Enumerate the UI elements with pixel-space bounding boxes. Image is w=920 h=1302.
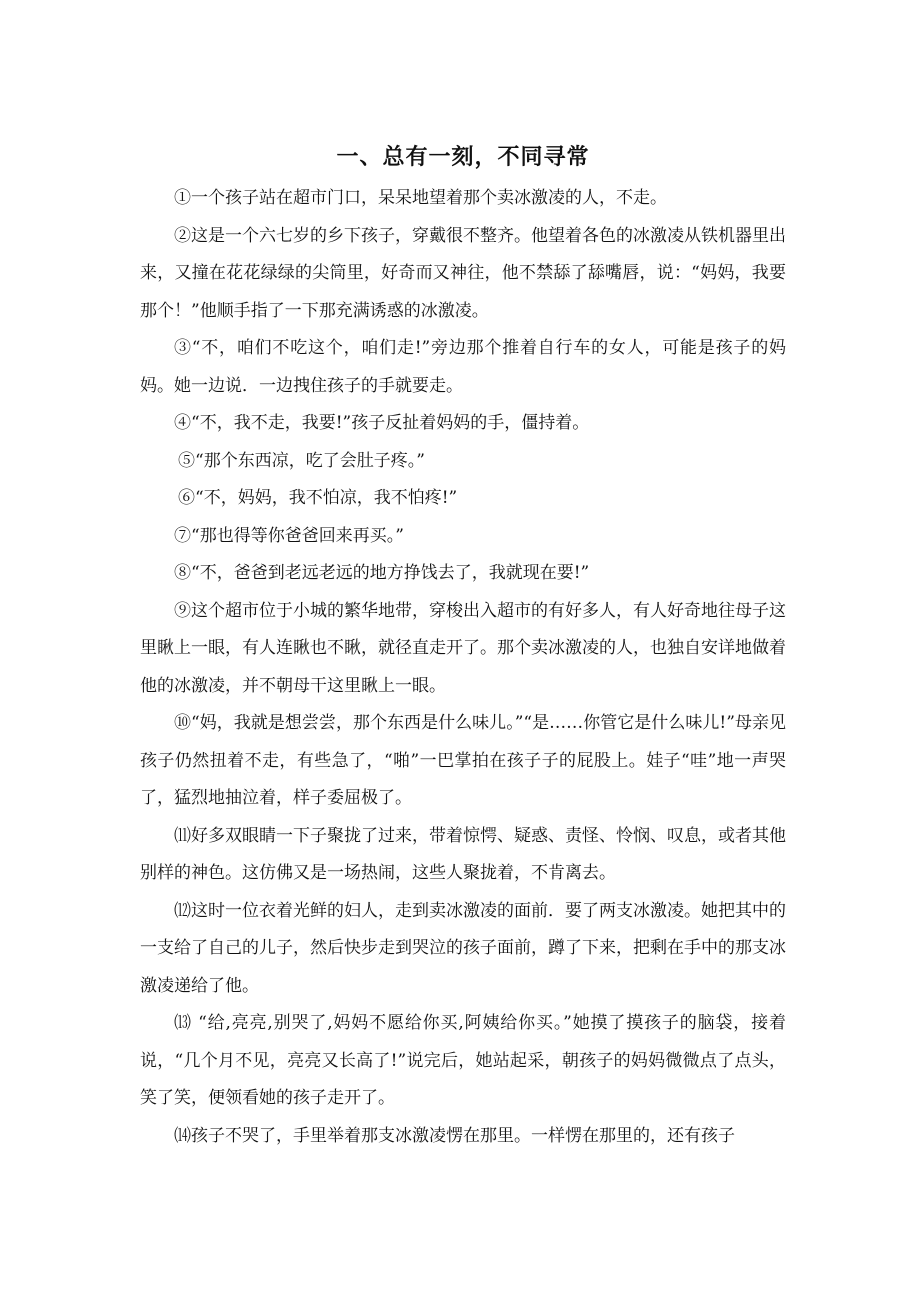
paragraph-13: ⒀ “给,亮亮,别哭了,妈妈不愿给你买,阿姨给你买。”她摸了摸孩子的脑袋，接着说，“几个月不见，亮亮又长高了!”说完后，她站起采，朝孩子的妈妈微微点了点头，笑了笑，便领看她的孩子走开了。 (140, 1013, 786, 1108)
paragraph-1: ①一个孩子站在超市门口，呆呆地望着那个卖冰激凌的人，不走。 (174, 188, 667, 208)
paragraph-14: ⒁孩子不哭了，手里举着那支冰激凌愣在那里。一样愣在那里的，还有孩子 (174, 1125, 735, 1146)
document-page (140, 140, 786, 1155)
paragraph-2: ②这是一个六七岁的乡下孩子，穿戴很不整齐。他望着各色的冰激凌从铁机器里出来，又撞在花花绿绿的尖筒里，好奇而又神往，他不禁舔了舔嘴唇，说：“妈妈，我要那个！”他顺手指了一下那充满诱惑的冰激凌。 (140, 225, 786, 321)
paragraph-11: ⑾好多双眼睛一下子聚拢了过来，带着惊愕、疑惑、责怪、怜悯、叹息，或者其他别样的神色。这仿佛又是一场热闹，这些人聚拢着，不肯离去。 (140, 825, 786, 883)
page-title: 一、总有一刻，不同寻常 (336, 145, 590, 170)
paragraph-6: ⑥“不，妈妈，我不怕凉，我不怕疼!” (178, 488, 458, 508)
paragraph-5: ⑤“那个东西凉，吃了会肚子疼。” (178, 450, 425, 471)
paragraph-10: ⑩“妈，我就是想尝尝，那个东西是什么味儿。”“是……你管它是什么味儿!”母亲见孩子仍然扭着不走，有些急了，“啪”一巴掌拍在孩子子的屁股上。娃子“哇”地一声哭了，猛烈地抽泣着，样子委屈极了。 (140, 713, 786, 808)
paragraph-8: ⑧“不，爸爸到老远老远的地方挣饯去了，我就现在要!” (174, 563, 590, 583)
paragraph-4: ④“不，我不走，我要!”孩子反扯着妈妈的手，僵持着。 (174, 413, 590, 433)
paragraph-9: ⑨这个超市位于小城的繁华地带，穿梭出入超市的有好多人，有人好奇地往母子这里瞅上一眼，有人连瞅也不瞅，就径直走开了。那个卖冰激凌的人，也独自安详地做着他的冰激凌，并不朝母干这里瞅上一眼。 (140, 600, 786, 696)
paragraph-12: ⑿这时一位衣着光鲜的妇人，走到卖冰激凌的面前．要了两支冰激凌。她把其中的一支给了自己的儿子，然后快步走到哭泣的孩子面前，蹲了下来，把剩在手中的那支冰激凌递给了他。 (140, 900, 786, 996)
paragraph-3: ③“不，咱们不吃这个，咱们走!”旁边那个推着自行车的女人，可能是孩子的妈妈。她一边说．一边拽住孩子的手就要走。 (140, 338, 786, 396)
paragraph-7: ⑦“那也得等你爸爸回来再买。” (174, 525, 404, 546)
